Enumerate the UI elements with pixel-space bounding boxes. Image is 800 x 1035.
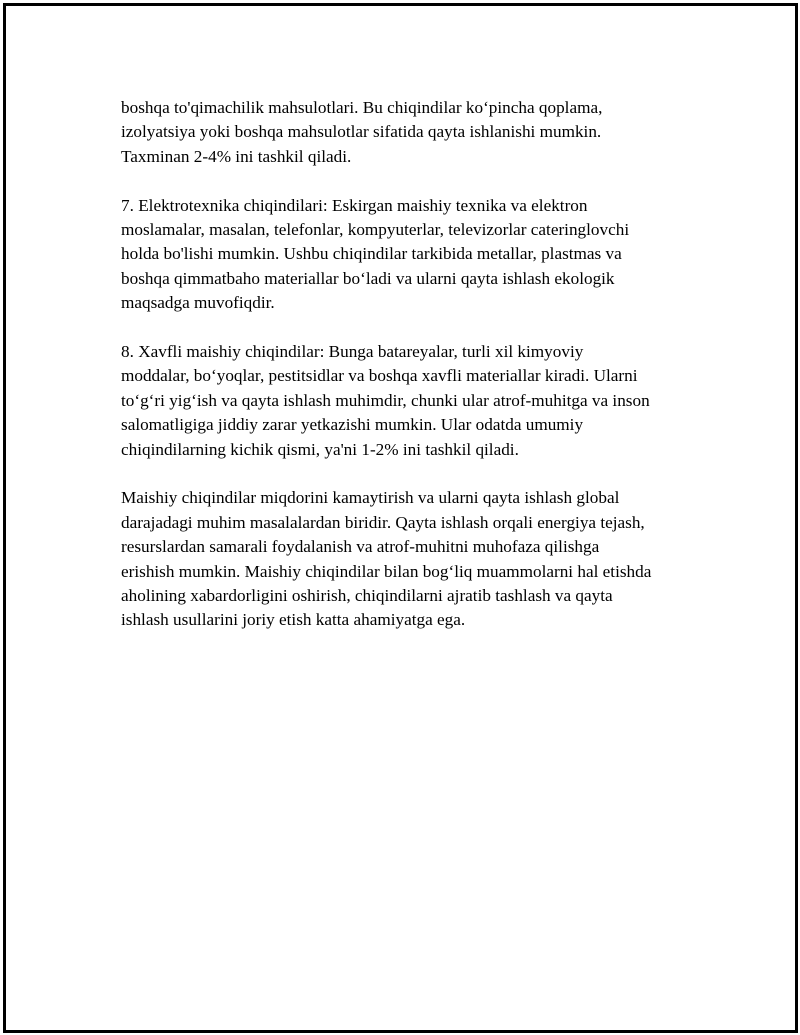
text-line: salomatligiga jiddiy zarar yetkazishi mumkin. Ular odatda umumiy xyxy=(121,415,584,435)
text-line: boshqa to'qimachilik mahsulotlari. Bu chiqindilar ko‘pincha qoplama, xyxy=(121,98,603,117)
text-line: chiqindilarning kichik qismi, ya'ni 1-2% ini tashkil qiladi. xyxy=(121,439,519,459)
text-line: erishish mumkin. Maishiy chiqindilar bilan bog‘liq muammolarni hal etishda xyxy=(121,561,652,581)
text-line: 8. Xavfli maishiy chiqindilar: Bunga batareyalar, turli xil kimyoviy xyxy=(121,342,584,362)
text-line: holda bo'lishi mumkin. Ushbu chiqindilar tarkibida metallar, plastmas va xyxy=(121,244,622,264)
paragraph-electronics-waste xyxy=(121,194,706,316)
text-line: boshqa qimmatbaho materiallar bo‘ladi va ularni qayta ishlash ekologik xyxy=(121,268,615,288)
text-line: darajadagi muhim masalalardan biridir. Qayta ishlash orqali energiya tejash, xyxy=(121,512,645,532)
text-line: moddalar, bo‘yoqlar, pestitsidlar va boshqa xavfli materiallar kiradi. Ularni xyxy=(121,366,638,386)
text-line: to‘g‘ri yig‘ish va qayta ishlash muhimdir, chunki ular atrof-muhitga va inson xyxy=(121,390,650,410)
text-line: Maishiy chiqindilar miqdorini kamaytirish va ularni qayta ishlash global xyxy=(121,488,620,508)
document-body xyxy=(121,96,706,657)
text-line: izolyatsiya yoki boshqa mahsulotlar sifatida qayta ishlanishi mumkin. xyxy=(121,122,602,142)
paragraph-textiles-continuation xyxy=(121,96,706,169)
text-line: ishlash usullarini joriy etish katta ahamiyatga ega. xyxy=(121,610,466,630)
text-line: moslamalar, masalan, telefonlar, kompyuterlar, televizorlar cateringlovchi xyxy=(121,220,630,240)
page-frame xyxy=(3,3,798,1033)
text-line: Taxminan 2-4% ini tashkil qiladi. xyxy=(121,146,352,166)
paragraph-hazardous-waste xyxy=(121,340,706,462)
text-line: maqsadga muvofiqdir. xyxy=(121,293,275,313)
text-line: resurslardan samarali foydalanish va atrof-muhitni muhofaza qilishga xyxy=(121,537,600,557)
paragraph-conclusion xyxy=(121,486,706,632)
text-line: aholining xabardorligini oshirish, chiqindilarni ajratib tashlash va qayta xyxy=(121,586,613,606)
text-line: 7. Elektrotexnika chiqindilari: Eskirgan maishiy texnika va elektron xyxy=(121,195,588,215)
